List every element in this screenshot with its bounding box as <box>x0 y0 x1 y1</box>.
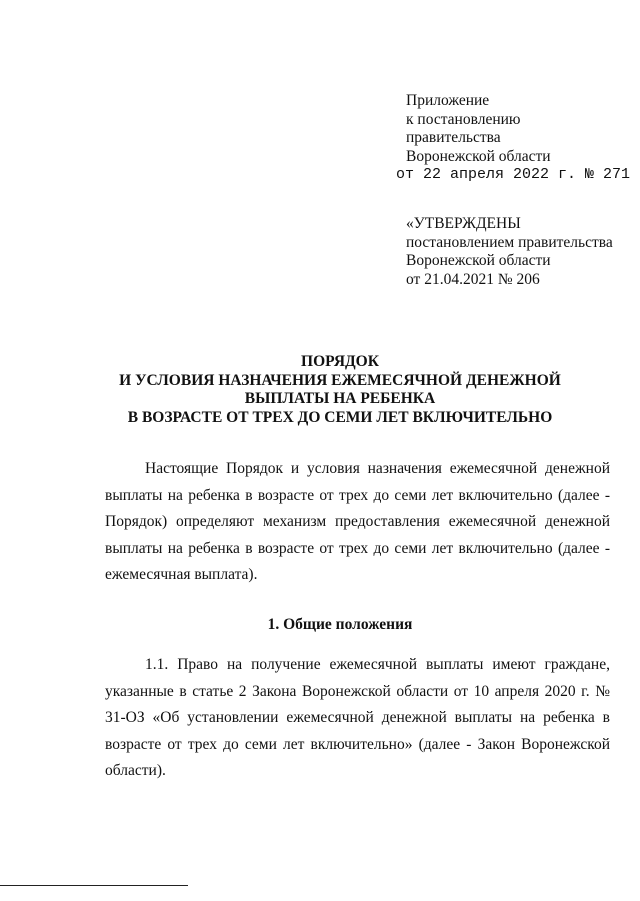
approved-line: от 21.04.2021 № 206 <box>406 270 540 288</box>
appendix-line: к постановлению <box>406 110 521 128</box>
title-line: В ВОЗРАСТЕ ОТ ТРЕХ ДО СЕМИ ЛЕТ ВКЛЮЧИТЕЛЬНО <box>127 408 553 426</box>
title-line: ВЫПЛАТЫ НА РЕБЕНКА <box>244 390 436 407</box>
footnote-separator <box>0 885 188 886</box>
title-line: И УСЛОВИЯ НАЗНАЧЕНИЯ ЕЖЕМЕСЯЧНОЙ ДЕНЕЖНОЙ <box>119 371 561 389</box>
appendix-line: Воронежской области <box>406 147 551 165</box>
approved-line: постановлением правительства <box>406 233 613 251</box>
paragraph-1-1: 1.1. Право на получение ежемесячной выплаты имеют граждане, указанные в статье 2 Закона Воронежской области от 10 апреля 2020 г. № 31-ОЗ «Об установлении ежемесячной денежной выплаты на ребенка в возрасте от трех до семи лет включительно» (далее - Закон Воронежской области). <box>105 656 610 779</box>
appendix-line: правительства <box>406 129 501 146</box>
approved-block <box>406 215 613 289</box>
appendix-line: Приложение <box>406 92 490 109</box>
title-line: ПОРЯДОК <box>301 353 379 370</box>
intro-paragraph: Настоящие Порядок и условия назначения ежемесячной денежной выплаты на ребенка в возрасте от трех до семи лет включительно (далее - Порядок) определяют механизм предоставления ежемесячной денежной выплаты на ребенка в возрасте от трех до семи лет включительно (далее - ежемесячная выплата). <box>105 460 610 583</box>
approved-line: Воронежской области <box>406 252 551 269</box>
resolution-date-stamp: от 22 апреля 2022 г. № 271 <box>396 166 631 183</box>
document-title <box>60 353 620 427</box>
appendix-block <box>406 92 551 166</box>
approved-line: «УТВЕРЖДЕНЫ <box>406 215 521 232</box>
section-heading: 1. Общие положения <box>267 616 413 633</box>
